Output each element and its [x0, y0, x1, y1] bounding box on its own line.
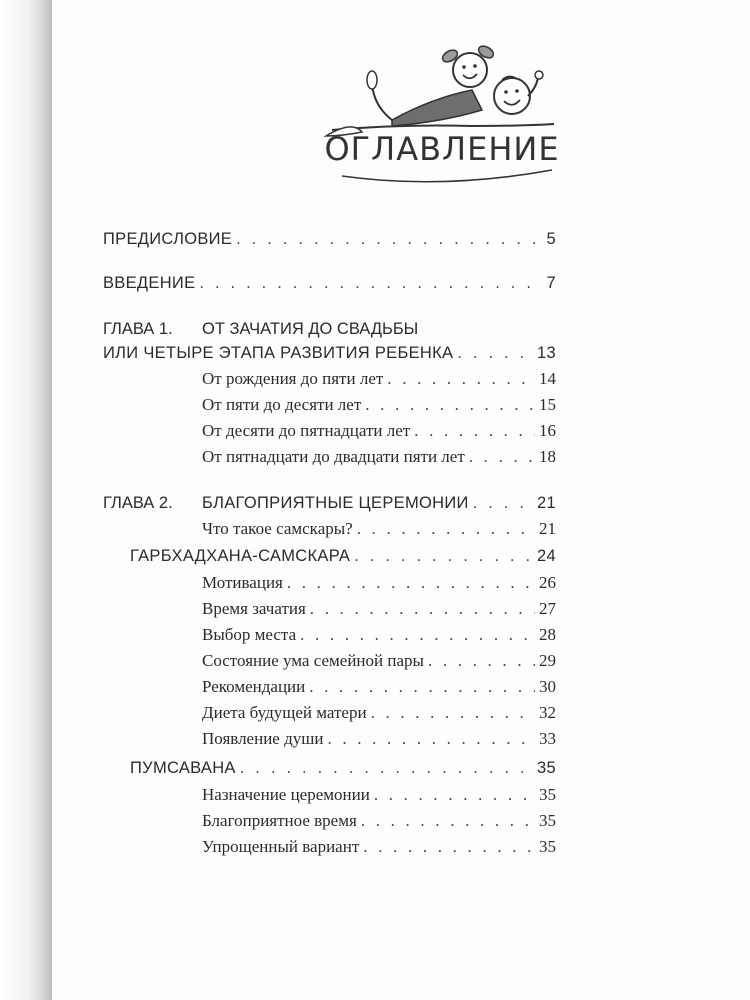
toc-subentry — [202, 598, 556, 620]
toc-subentry — [202, 420, 556, 442]
toc-entry-label: От рождения до пяти лет — [202, 369, 384, 388]
dot-leader — [414, 420, 535, 442]
toc-entry-label: Благоприятное время — [202, 811, 357, 830]
toc-page-number: 26 — [539, 573, 556, 592]
toc-subentry — [202, 810, 556, 832]
toc-page-number: 32 — [539, 703, 556, 722]
toc-entry-preface — [103, 228, 556, 250]
toc-page-number: 14 — [539, 369, 556, 388]
dot-leader — [354, 545, 533, 567]
toc-subentry — [202, 676, 556, 698]
toc-entry-label: ПУМСАВАНА — [130, 759, 236, 777]
toc-page-number: 33 — [539, 729, 556, 748]
dot-leader — [310, 598, 535, 620]
chapter-2-number: ГЛАВА 2. — [103, 494, 173, 512]
toc-subentry — [202, 572, 556, 594]
toc-entry-label: ГАРБХАДХАНА-САМСКАРА — [130, 547, 351, 565]
toc-entry-label: ПРЕДИСЛОВИЕ — [103, 230, 233, 248]
dot-leader — [287, 572, 535, 594]
toc-entry-label: БЛАГОПРИЯТНЫЕ ЦЕРЕМОНИИ — [202, 494, 469, 512]
chapter-1-title-line1: ОТ ЗАЧАТИЯ ДО СВАДЬБЫ — [202, 320, 419, 338]
toc-entry-label: Мотивация — [202, 573, 283, 592]
dot-leader — [428, 650, 535, 672]
toc-page-number: 21 — [539, 519, 556, 538]
toc-subentry — [202, 394, 556, 416]
toc-entry-label: Выбор места — [202, 625, 297, 644]
toc-entry-label: Что такое самскары? — [202, 519, 353, 538]
dot-leader — [363, 836, 535, 858]
toc-page-number: 27 — [539, 599, 556, 618]
toc-page-number: 35 — [537, 759, 556, 777]
toc-page-number: 5 — [546, 230, 556, 248]
chapter-1-title-line2 — [103, 342, 556, 364]
toc-entry-label: От десяти до пятнадцати лет — [202, 421, 411, 440]
dot-leader — [309, 676, 535, 698]
dot-leader — [357, 518, 535, 540]
toc-page-number: 7 — [546, 274, 556, 292]
toc-subentry — [202, 518, 556, 540]
toc-entry-label: Назначение церемонии — [202, 785, 370, 804]
dot-leader — [457, 342, 533, 364]
toc-page-number: 13 — [537, 344, 556, 362]
toc-entry-label: Рекомендации — [202, 677, 306, 696]
toc-subentry — [202, 728, 556, 750]
toc-page-number: 15 — [539, 395, 556, 414]
toc-subentry — [202, 702, 556, 724]
dot-leader — [327, 728, 535, 750]
toc-page-number: 35 — [539, 837, 556, 856]
toc-page-number: 21 — [537, 494, 556, 512]
dot-leader — [300, 624, 535, 646]
chapter-2-title — [202, 492, 556, 514]
toc-subentry — [202, 368, 556, 390]
dot-leader — [387, 368, 535, 390]
dot-leader — [361, 810, 535, 832]
dot-leader — [469, 446, 535, 468]
toc-subentry — [202, 784, 556, 806]
toc-page-number: 29 — [539, 651, 556, 670]
toc-subentry — [202, 650, 556, 672]
dot-leader — [240, 757, 533, 779]
toc-page-number: 16 — [539, 421, 556, 440]
toc-entry-label: ВВЕДЕНИЕ — [103, 274, 196, 292]
dot-leader — [199, 272, 542, 294]
toc-page-number: 28 — [539, 625, 556, 644]
dot-leader — [473, 492, 533, 514]
toc-entry-label: ИЛИ ЧЕТЫРЕ ЭТАПА РАЗВИТИЯ РЕБЕНКА — [103, 344, 454, 362]
toc-page-number: 35 — [539, 785, 556, 804]
toc-section-garbhadhana — [130, 545, 556, 567]
toc-subentry — [202, 624, 556, 646]
toc-page-number: 35 — [539, 811, 556, 830]
toc-entry-label: Состояние ума семейной пары — [202, 651, 424, 670]
toc-section-pumsavana — [130, 757, 556, 779]
toc-entry-label: От пяти до десяти лет — [202, 395, 362, 414]
dot-leader — [371, 702, 535, 724]
toc-entry-label: Упрощенный вариант — [202, 837, 360, 856]
dot-leader — [236, 228, 542, 250]
toc-entry-label: От пятнадцати до двадцати пяти лет — [202, 447, 465, 466]
page-title: ОГЛАВЛЕНИЕ — [324, 130, 560, 168]
toc-entry-label: Время зачатия — [202, 599, 306, 618]
toc-page-number: 24 — [537, 547, 556, 565]
toc-entry-label: Появление души — [202, 729, 324, 748]
dot-leader — [374, 784, 535, 806]
toc-subentry — [202, 836, 556, 858]
toc-page-number: 18 — [539, 447, 556, 466]
toc-page-number: 30 — [539, 677, 556, 696]
toc-entry-intro — [103, 272, 556, 294]
toc-entry-label: Диета будущей матери — [202, 703, 367, 722]
dot-leader — [365, 394, 535, 416]
chapter-1-number: ГЛАВА 1. — [103, 320, 173, 338]
toc-subentry — [202, 446, 556, 468]
